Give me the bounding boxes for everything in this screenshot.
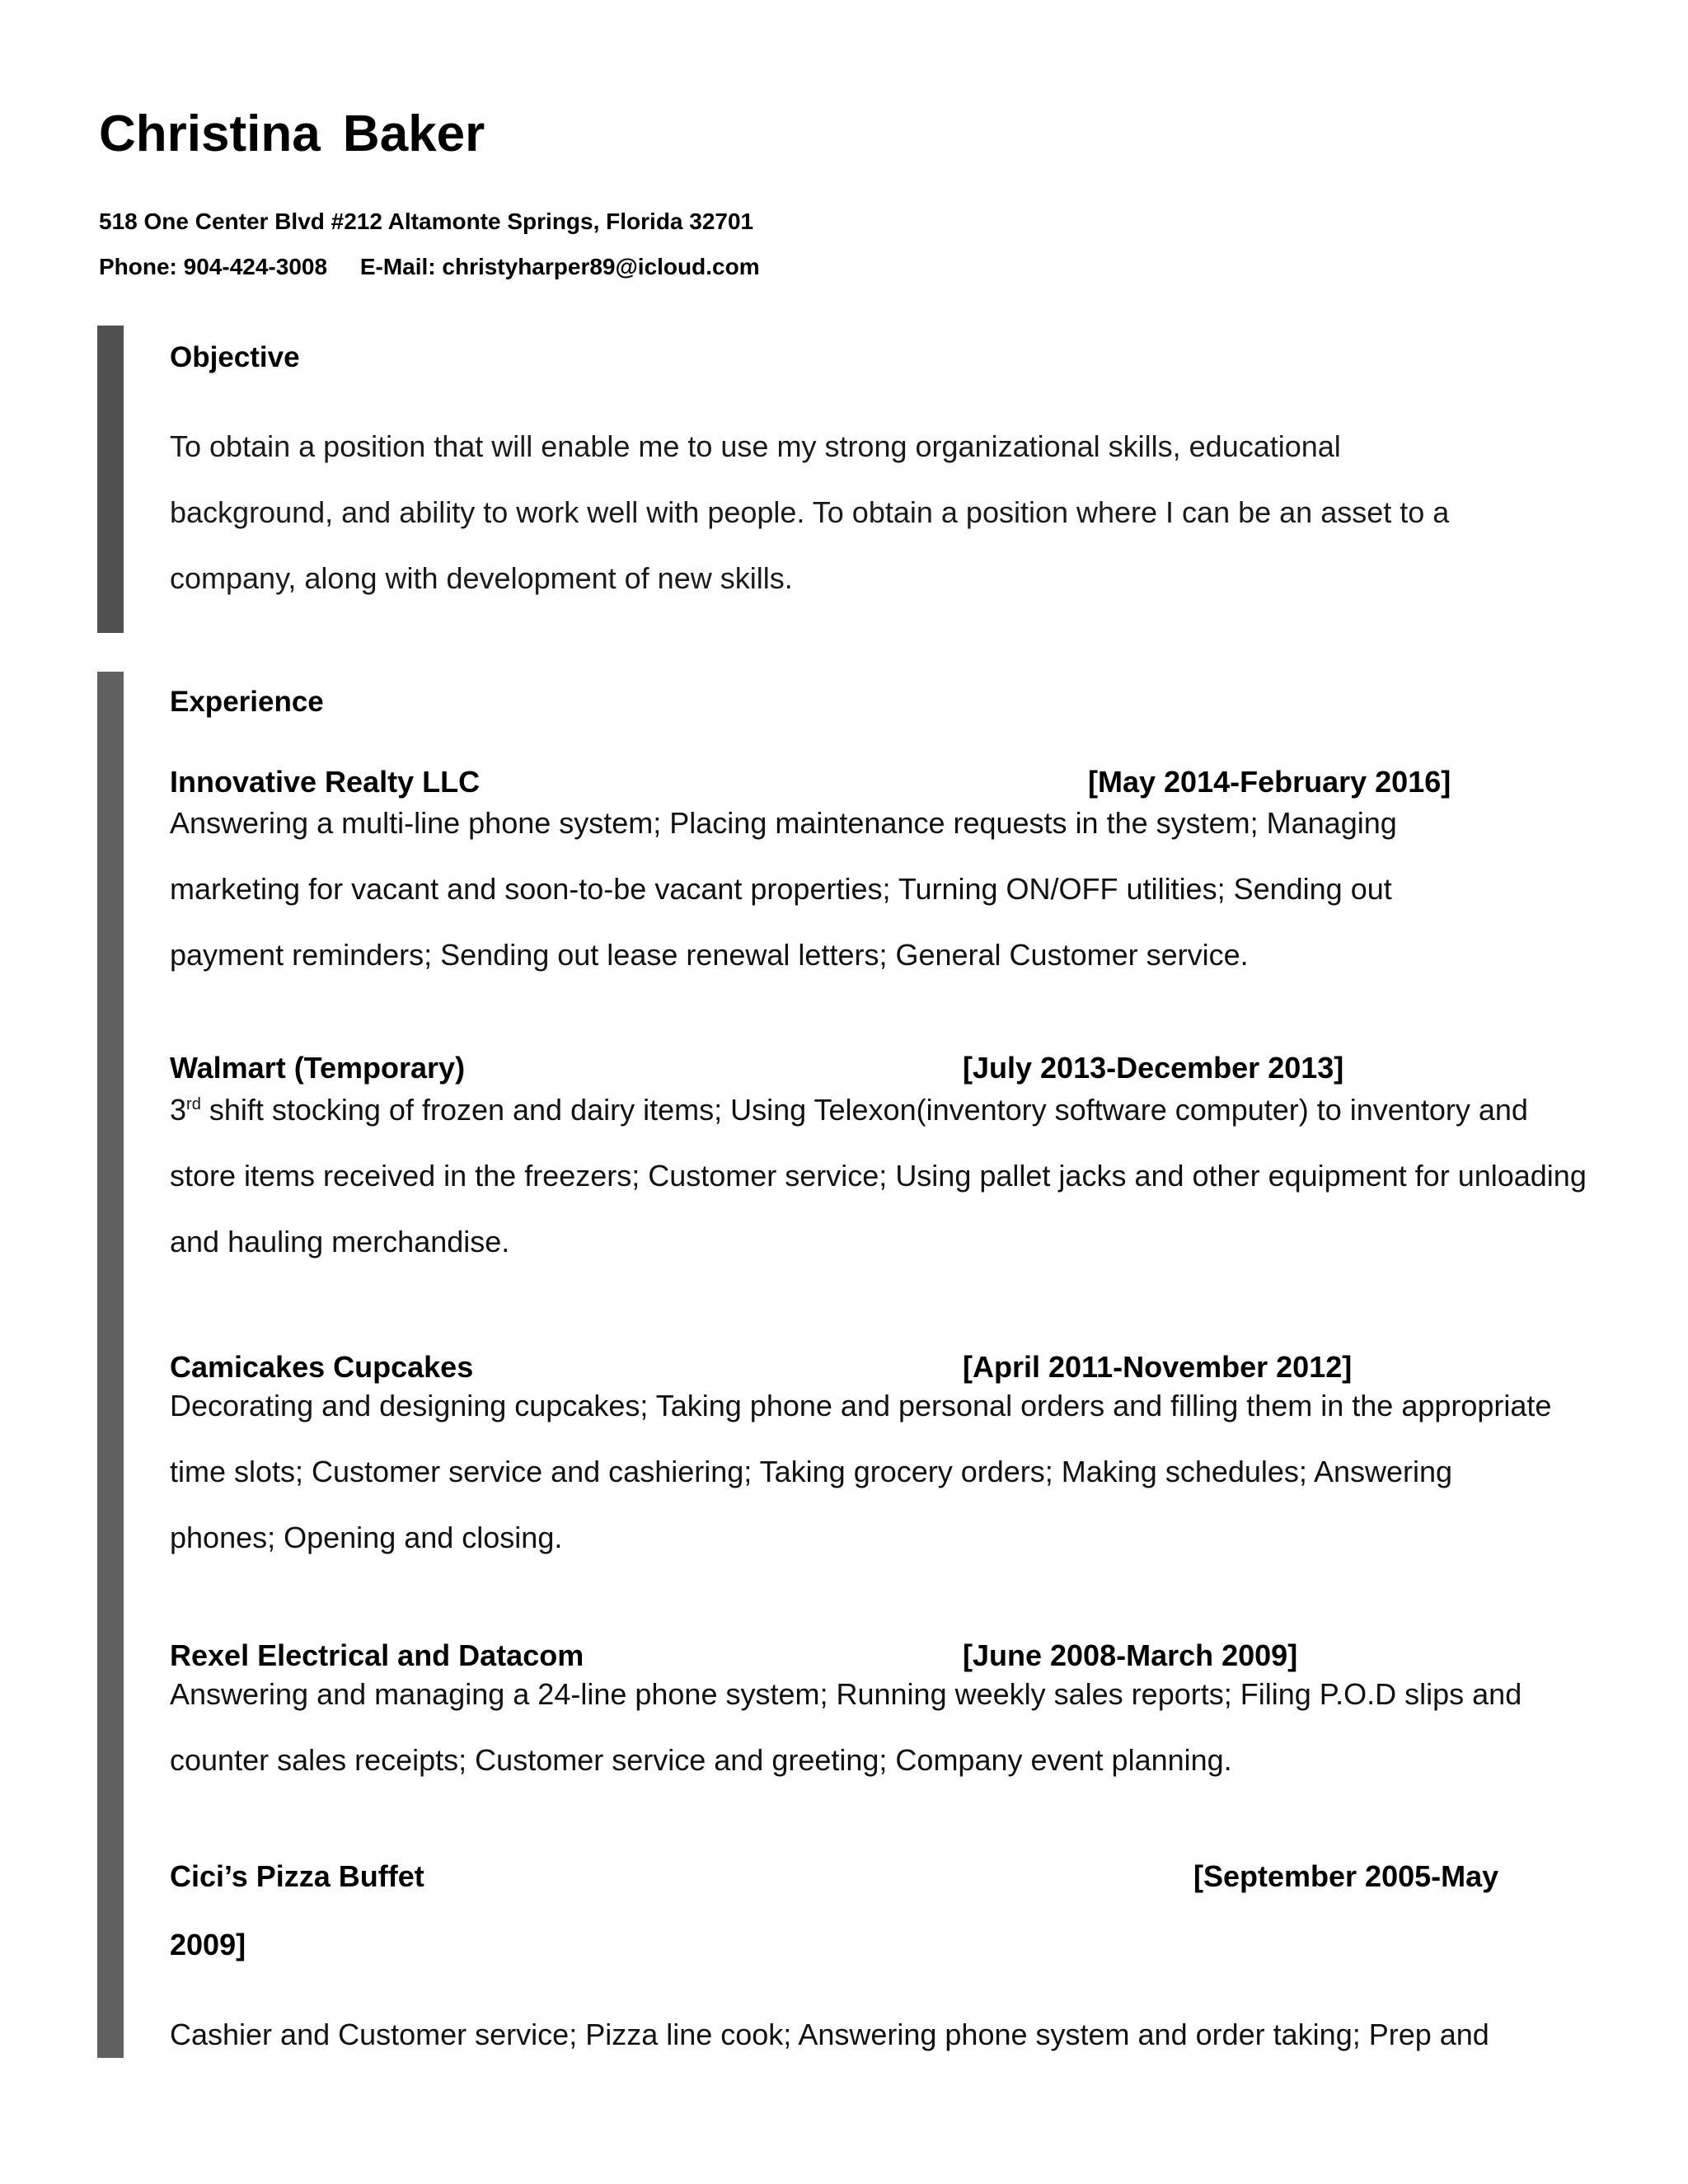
job-description	[170, 1077, 1587, 1275]
objective-text: To obtain a position that will enable me to use my strong organizational skills, educational background, and ability to work well with people. To obtain a position where I can be an asset to a company, along with development of new skills.	[170, 429, 1450, 595]
job-dates: [September 2005-May	[1193, 1859, 1499, 1893]
objective-section-bar	[97, 326, 124, 633]
job-title: Camicakes Cupcakes	[170, 1350, 474, 1384]
address: 518 One Center Blvd #212 Altamonte Springs, Florida 32701	[99, 209, 754, 234]
job-description-text: shift stocking of frozen and dairy items; Using Telexon(inventory software computer) to inventory and store items received in the freezers; Customer service; Using pallet jacks and other equipment for unloading and hauling merchandise.	[170, 1093, 1587, 1258]
job-description: Cashier and Customer service; Pizza line cook; Answering phone system and order taking; Prep and	[170, 2018, 1489, 2051]
job-description: Answering a multi-line phone system; Placing maintenance requests in the system; Managing marketing for vacant and soon-to-be vacant properties; Turning ON/OFF utilities; Sending out payment reminders; Sending out lease renewal letters; General Customer service.	[170, 806, 1397, 972]
job-dates-continued: 2009]	[170, 1928, 246, 1961]
contact-line	[99, 255, 760, 279]
ordinal-number: 3	[170, 1093, 187, 1127]
job-description: Answering and managing a 24-line phone system; Running weekly sales reports; Filing P.O.D slips and counter sales receipts; Customer service and greeting; Company event planning.	[170, 1677, 1522, 1777]
job-dates: [May 2014-February 2016]	[1088, 765, 1451, 799]
email-address: E-Mail: christyharper89@icloud.com	[359, 254, 760, 279]
objective-heading: Objective	[170, 341, 300, 373]
phone-number: Phone: 904-424-3008	[99, 254, 328, 279]
experience-heading: Experience	[170, 686, 324, 718]
job-dates: [June 2008-March 2009]	[963, 1638, 1298, 1672]
job-title: Walmart (Temporary)	[170, 1051, 466, 1085]
job-dates: [July 2013-December 2013]	[963, 1051, 1344, 1085]
job-dates: [April 2011-November 2012]	[963, 1350, 1353, 1384]
job-title: Rexel Electrical and Datacom	[170, 1638, 584, 1672]
ordinal-suffix: rd	[186, 1095, 201, 1113]
job-title: Innovative Realty LLC	[170, 765, 481, 799]
experience-section-bar	[97, 672, 124, 2058]
candidate-name: Christina Baker	[99, 105, 485, 162]
job-description: Decorating and designing cupcakes; Taking phone and personal orders and filling them in the appropriate time slots; Customer service and cashiering; Taking grocery orders; Making schedules; Answering phones; Opening and closing.	[170, 1389, 1552, 1554]
job-title: Cici’s Pizza Buffet	[170, 1859, 424, 1893]
